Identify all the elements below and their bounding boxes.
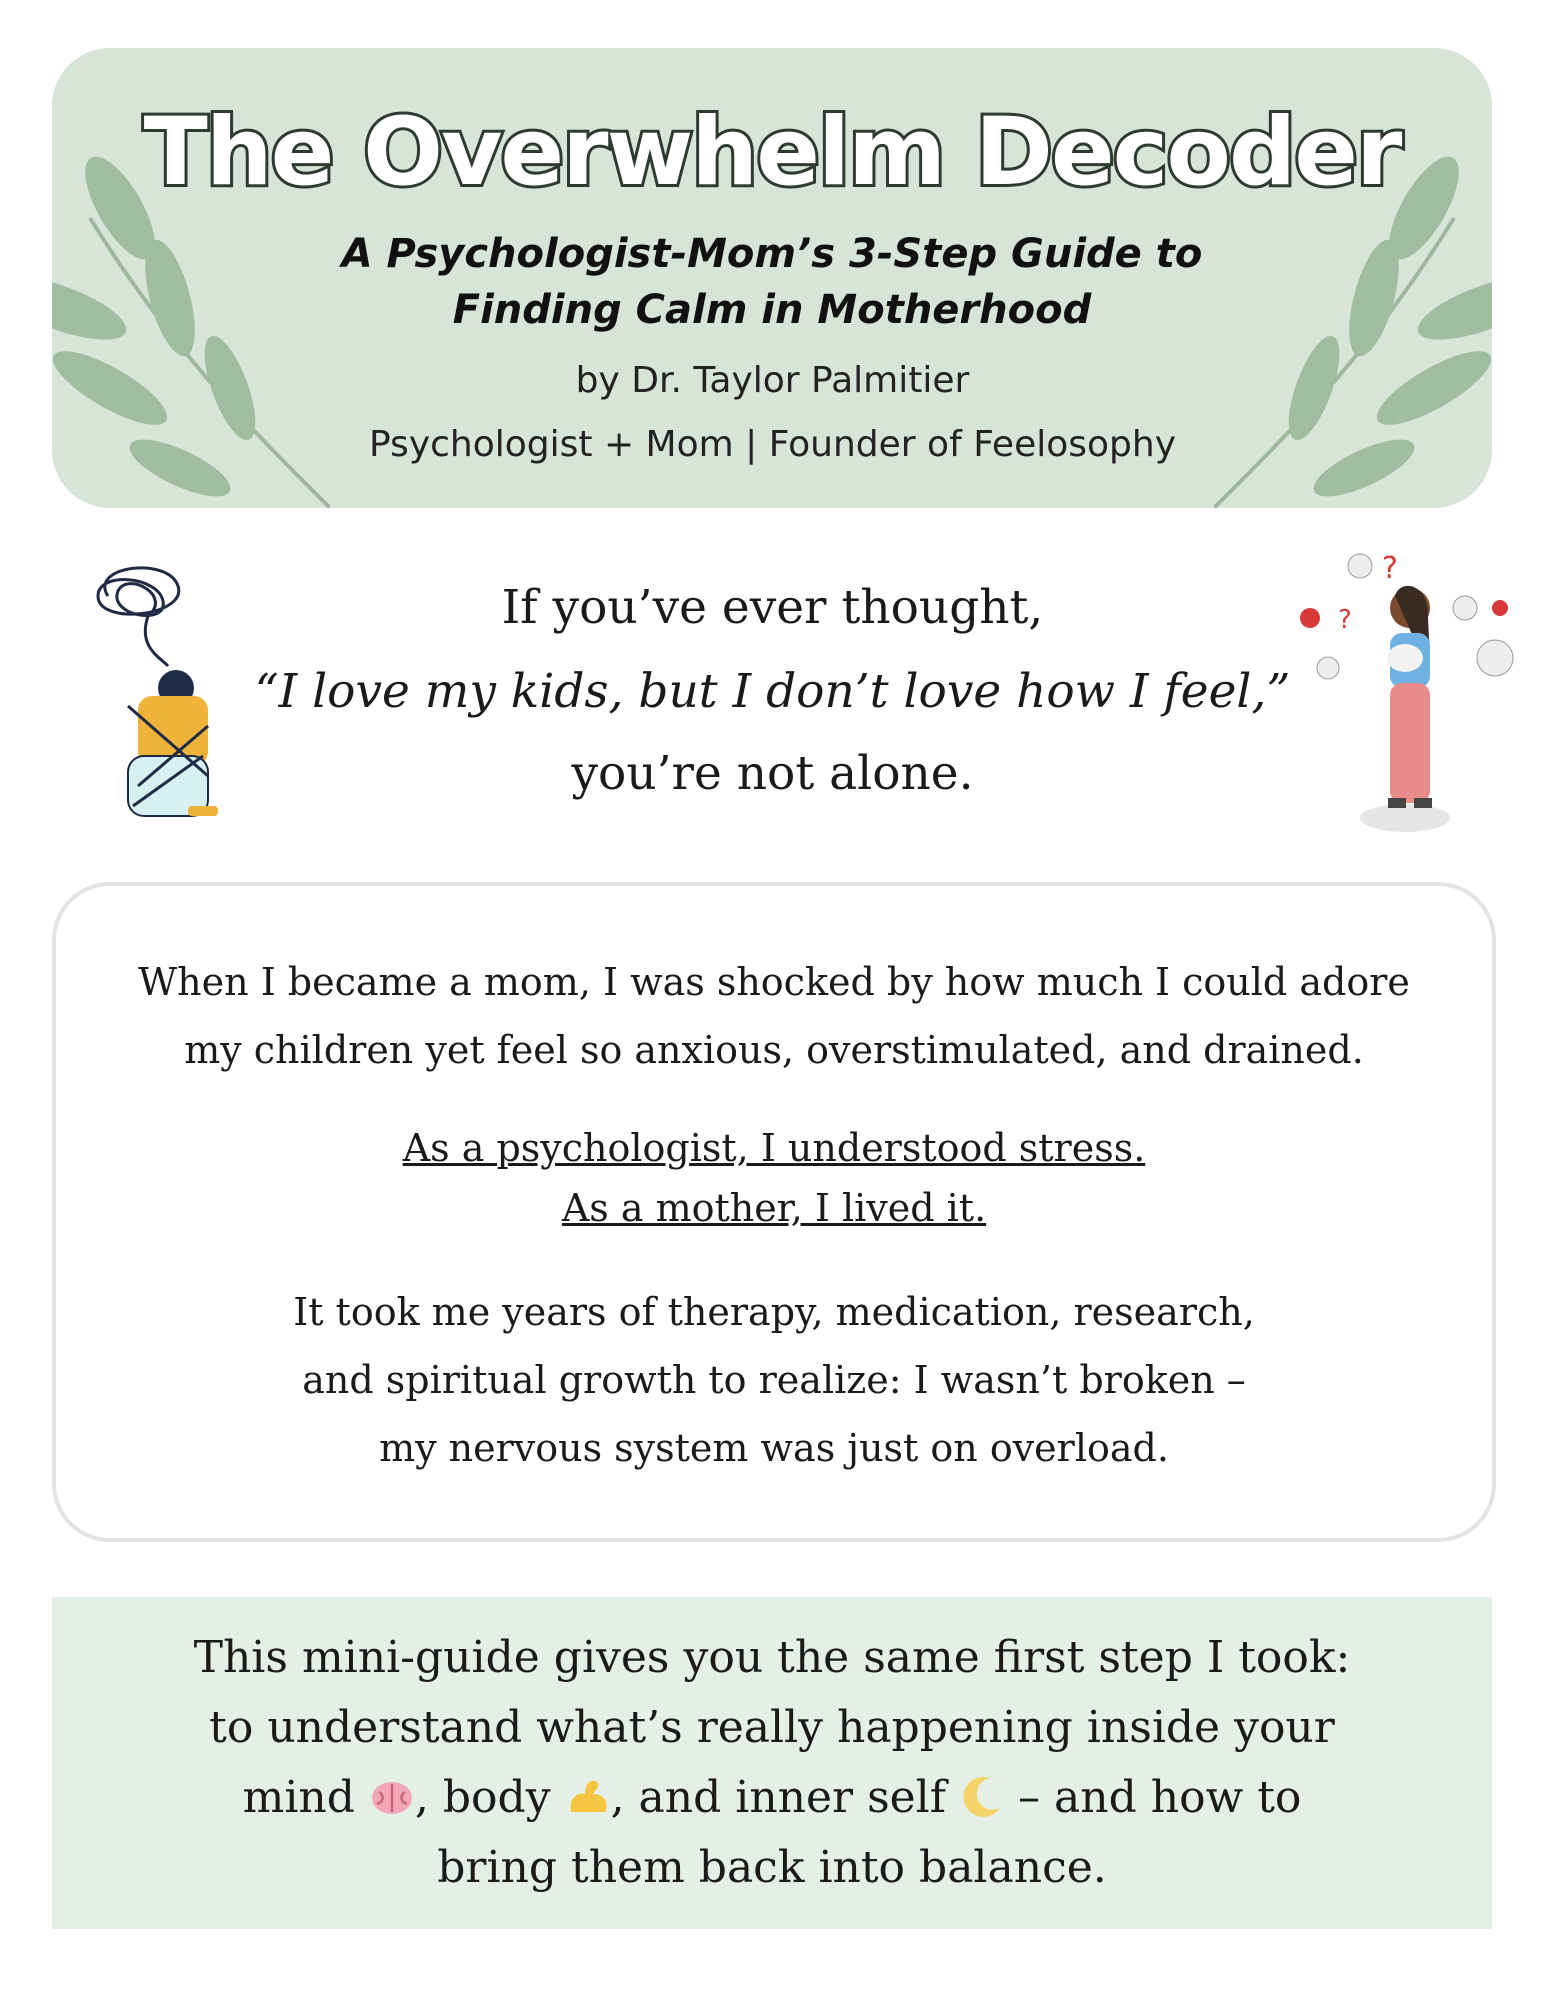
footer-line-2: to understand what’s really happening inside your bbox=[209, 1702, 1335, 1753]
svg-text:?: ? bbox=[1382, 551, 1398, 586]
svg-text:?: ? bbox=[1338, 605, 1352, 635]
footer-line-3-c: , and inner self bbox=[610, 1772, 947, 1823]
story-p1-line-1: When I became a mom, I was shocked by how much I could adore bbox=[138, 960, 1410, 1004]
page-subtitle bbox=[52, 226, 1492, 338]
footer-line-4: bring them back into balance. bbox=[437, 1842, 1107, 1893]
subtitle-line-1: A Psychologist-Mom’s 3-Step Guide to bbox=[341, 231, 1203, 277]
footer-line-3-a: mind bbox=[242, 1772, 355, 1823]
story-p3-line-1: It took me years of therapy, medication, research, bbox=[293, 1290, 1255, 1334]
footer-line-1: This mini-guide gives you the same first step I took: bbox=[193, 1632, 1351, 1683]
mother-holding-baby-illustration bbox=[1290, 548, 1530, 848]
intro-line-1: If you’ve ever thought, bbox=[501, 580, 1044, 635]
story-p3-line-2: and spiritual growth to realize: I wasn’t broken – bbox=[302, 1358, 1246, 1402]
footer-line-3 bbox=[52, 1763, 1492, 1833]
story-p1-line-2: my children yet feel so anxious, overstimulated, and drained. bbox=[184, 1028, 1364, 1072]
footer-line-3-b: , body bbox=[414, 1772, 551, 1823]
story-p2-line-1: As a psychologist, I understood stress. bbox=[402, 1126, 1146, 1170]
story-p2-line-2: As a mother, I lived it. bbox=[561, 1186, 987, 1230]
intro-quote: “I love my kids, but I don’t love how I feel,” bbox=[254, 664, 1291, 719]
story-paragraph-1 bbox=[56, 948, 1492, 1084]
footer-line-3-d: – and how to bbox=[1004, 1772, 1302, 1823]
author-byline: by Dr. Taylor Palmitier bbox=[575, 360, 970, 401]
page-title: The Overwhelm Decoder bbox=[143, 98, 1401, 207]
brain-emoji-icon bbox=[369, 1778, 415, 1818]
story-p3-line-3: my nervous system was just on overload. bbox=[379, 1426, 1169, 1470]
intro-line-3: you’re not alone. bbox=[571, 746, 974, 801]
story-paragraph-2 bbox=[56, 1118, 1492, 1238]
flexed-biceps-emoji-icon bbox=[565, 1774, 611, 1818]
story-paragraph-3 bbox=[56, 1278, 1492, 1482]
subtitle-line-2: Finding Calm in Motherhood bbox=[452, 287, 1092, 333]
footer-text bbox=[52, 1623, 1492, 1903]
author-role: Psychologist + Mom | Founder of Feelosophy bbox=[368, 424, 1177, 465]
crescent-moon-emoji-icon bbox=[960, 1774, 1004, 1818]
story-card bbox=[52, 882, 1496, 1542]
footer-callout bbox=[52, 1597, 1492, 1929]
